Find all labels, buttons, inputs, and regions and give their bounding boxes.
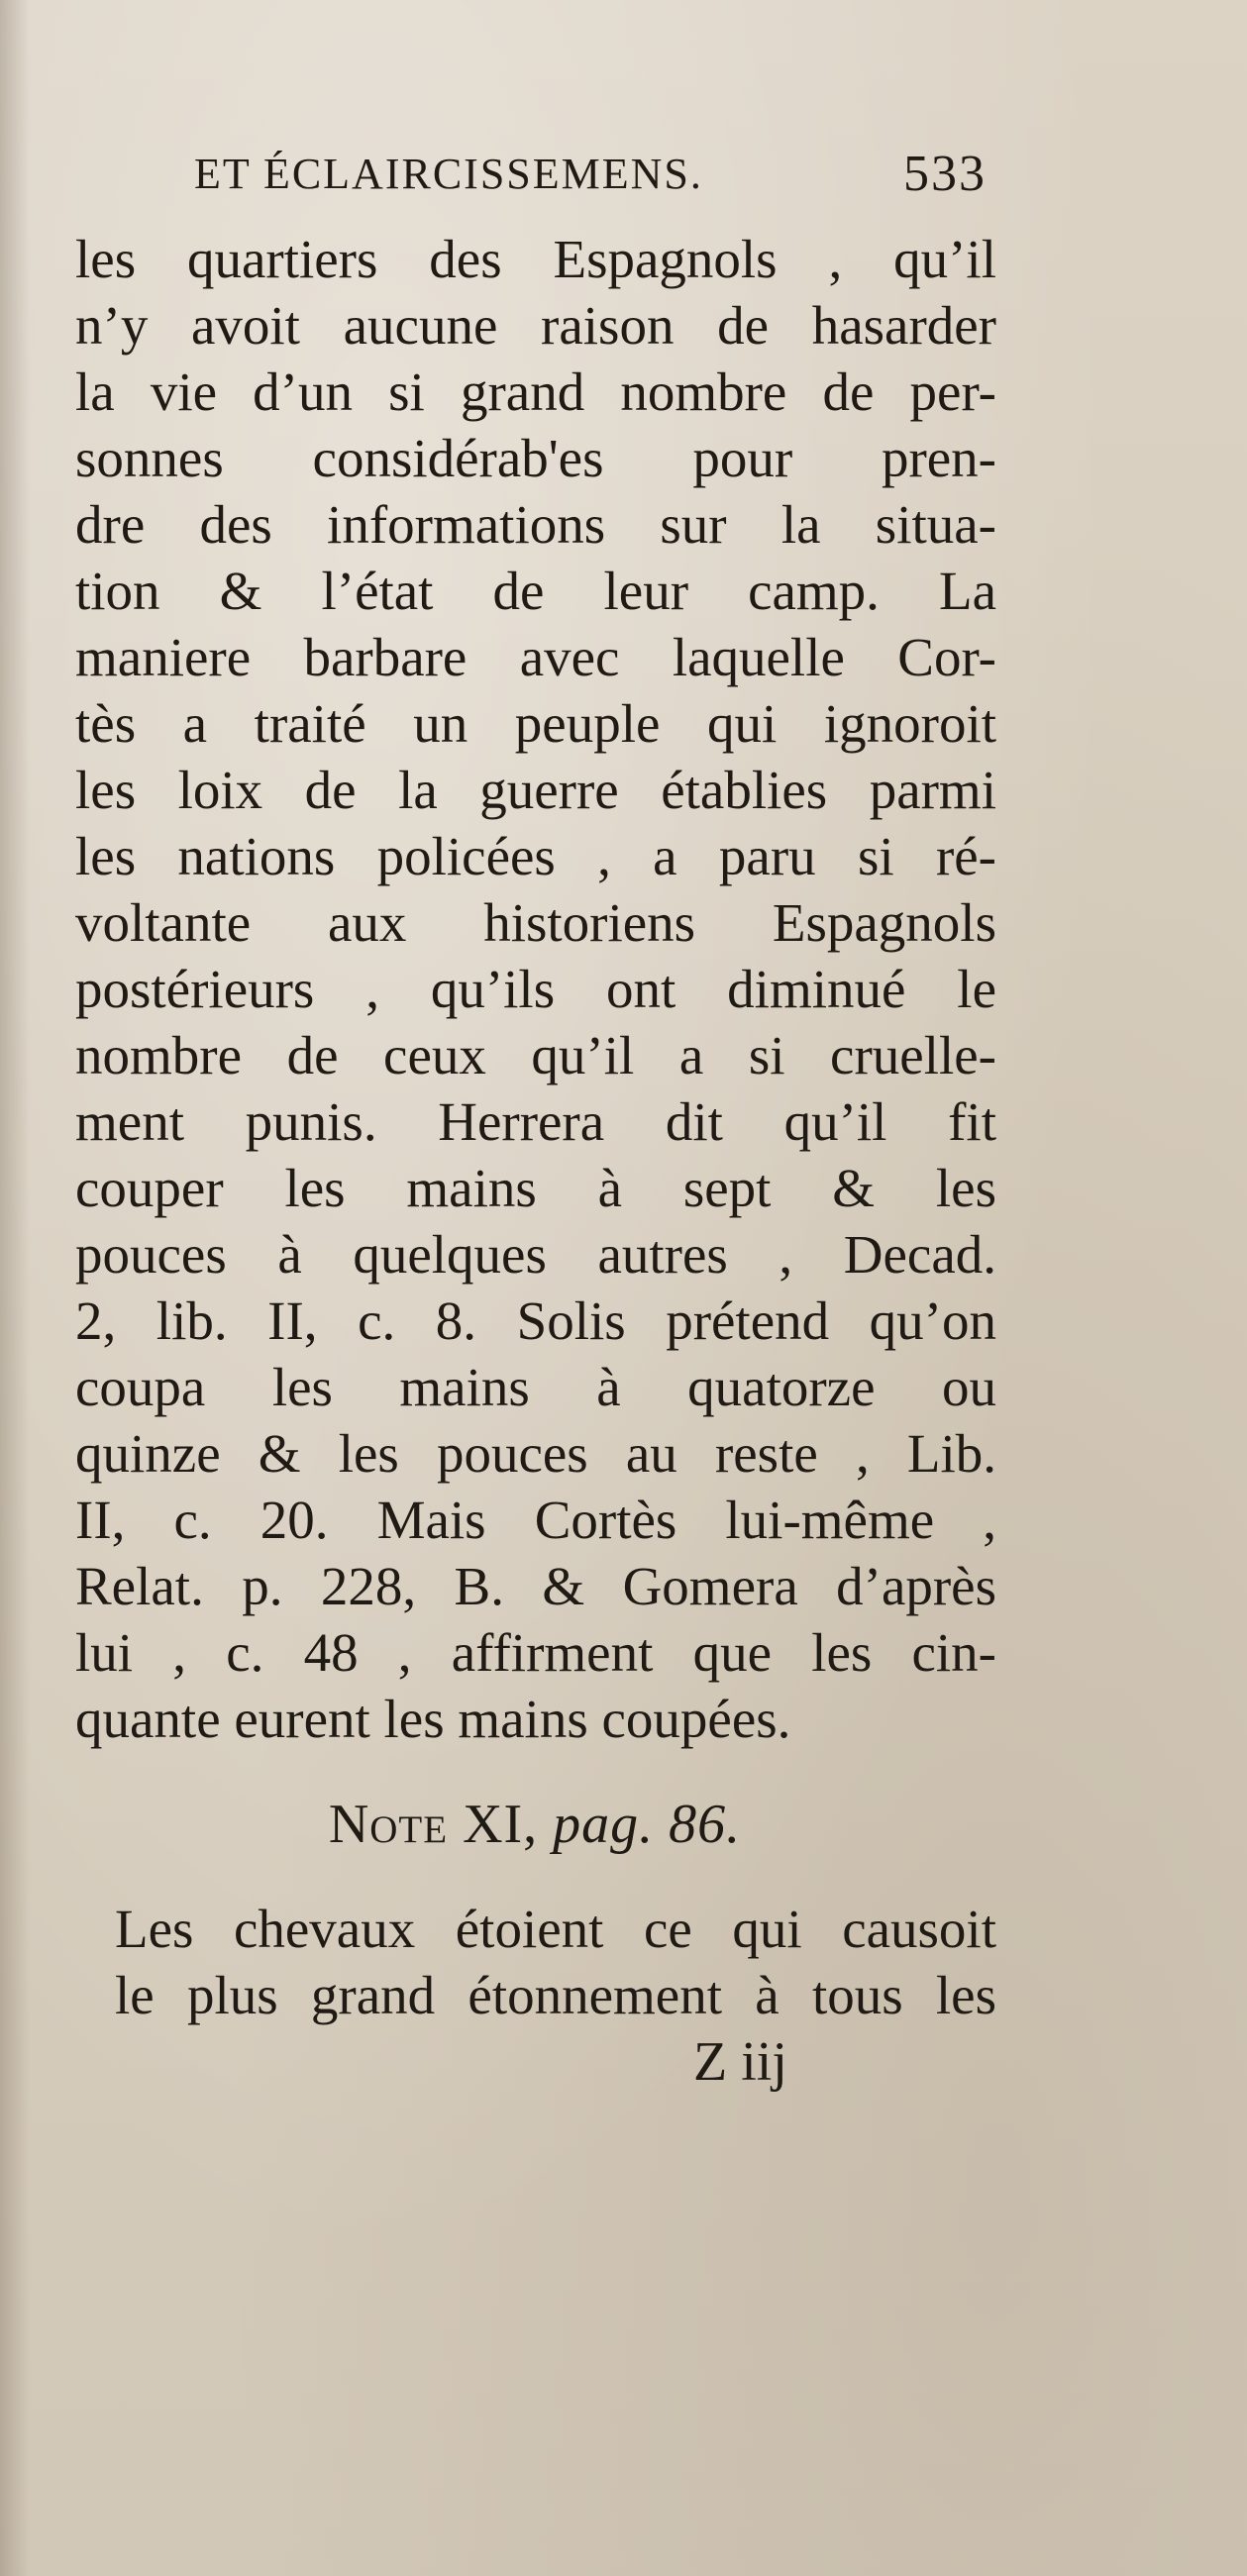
text-line: ment punis. Herrera dit qu’il fit bbox=[75, 1091, 996, 1152]
text-line: postérieurs , qu’ils ont diminué le bbox=[75, 959, 996, 1019]
catchword-signature: Z iij bbox=[693, 2031, 787, 2093]
note-heading-word: Note bbox=[328, 1794, 449, 1855]
text-line: les quartiers des Espagnols , qu’il bbox=[75, 229, 996, 289]
text-line: couper les mains à sept & les bbox=[75, 1158, 996, 1218]
text-line: tès a traité un peuple qui ignoroit bbox=[75, 693, 996, 754]
text-line: n’y avoit aucune raison de hasarder bbox=[75, 295, 996, 356]
text-line: tion & l’état de leur camp. La bbox=[75, 561, 996, 621]
text-line: dre des informations sur la situa- bbox=[75, 494, 996, 555]
text-line: quinze & les pouces au reste , Lib. bbox=[75, 1423, 996, 1484]
note-line: le plus grand étonnement à tous les bbox=[115, 1965, 996, 2025]
text-line: maniere barbare avec laquelle Cor- bbox=[75, 627, 996, 687]
text-line: voltante aux historiens Espagnols bbox=[75, 892, 996, 953]
text-line: 2, lib. II, c. 8. Solis prétend qu’on bbox=[75, 1290, 996, 1351]
note-line: Les chevaux étoient ce qui causoit bbox=[115, 1899, 996, 1959]
note-heading bbox=[0, 1793, 1070, 1856]
text-line: lui , c. 48 , affirment que les cin- bbox=[75, 1622, 996, 1683]
text-line: la vie d’un si grand nombre de per- bbox=[75, 361, 996, 422]
running-head-title: ET ÉCLAIRCISSEMENS. bbox=[194, 150, 703, 198]
note-heading-page: pag. 86. bbox=[553, 1794, 742, 1855]
gutter-shadow bbox=[0, 0, 30, 2576]
text-line: sonnes considérab'es pour pren- bbox=[75, 428, 996, 488]
running-head bbox=[194, 146, 987, 208]
note-heading-number: XI, bbox=[463, 1794, 539, 1855]
text-line: coupa les mains à quatorze ou bbox=[75, 1357, 996, 1417]
text-line: quante eurent les mains coupées. bbox=[75, 1689, 791, 1749]
text-line: nombre de ceux qu’il a si cruelle- bbox=[75, 1025, 996, 1085]
note-text bbox=[115, 1896, 996, 2028]
text-line: II, c. 20. Mais Cortès lui-même , bbox=[75, 1490, 996, 1550]
text-line: Relat. p. 228, B. & Gomera d’après bbox=[75, 1556, 996, 1616]
text-line: pouces à quelques autres , Decad. bbox=[75, 1224, 996, 1285]
text-line: les nations policées , a paru si ré- bbox=[75, 826, 996, 886]
page-number: 533 bbox=[903, 146, 987, 202]
text-line: les loix de la guerre établies parmi bbox=[75, 760, 996, 820]
body-text bbox=[75, 226, 996, 1752]
